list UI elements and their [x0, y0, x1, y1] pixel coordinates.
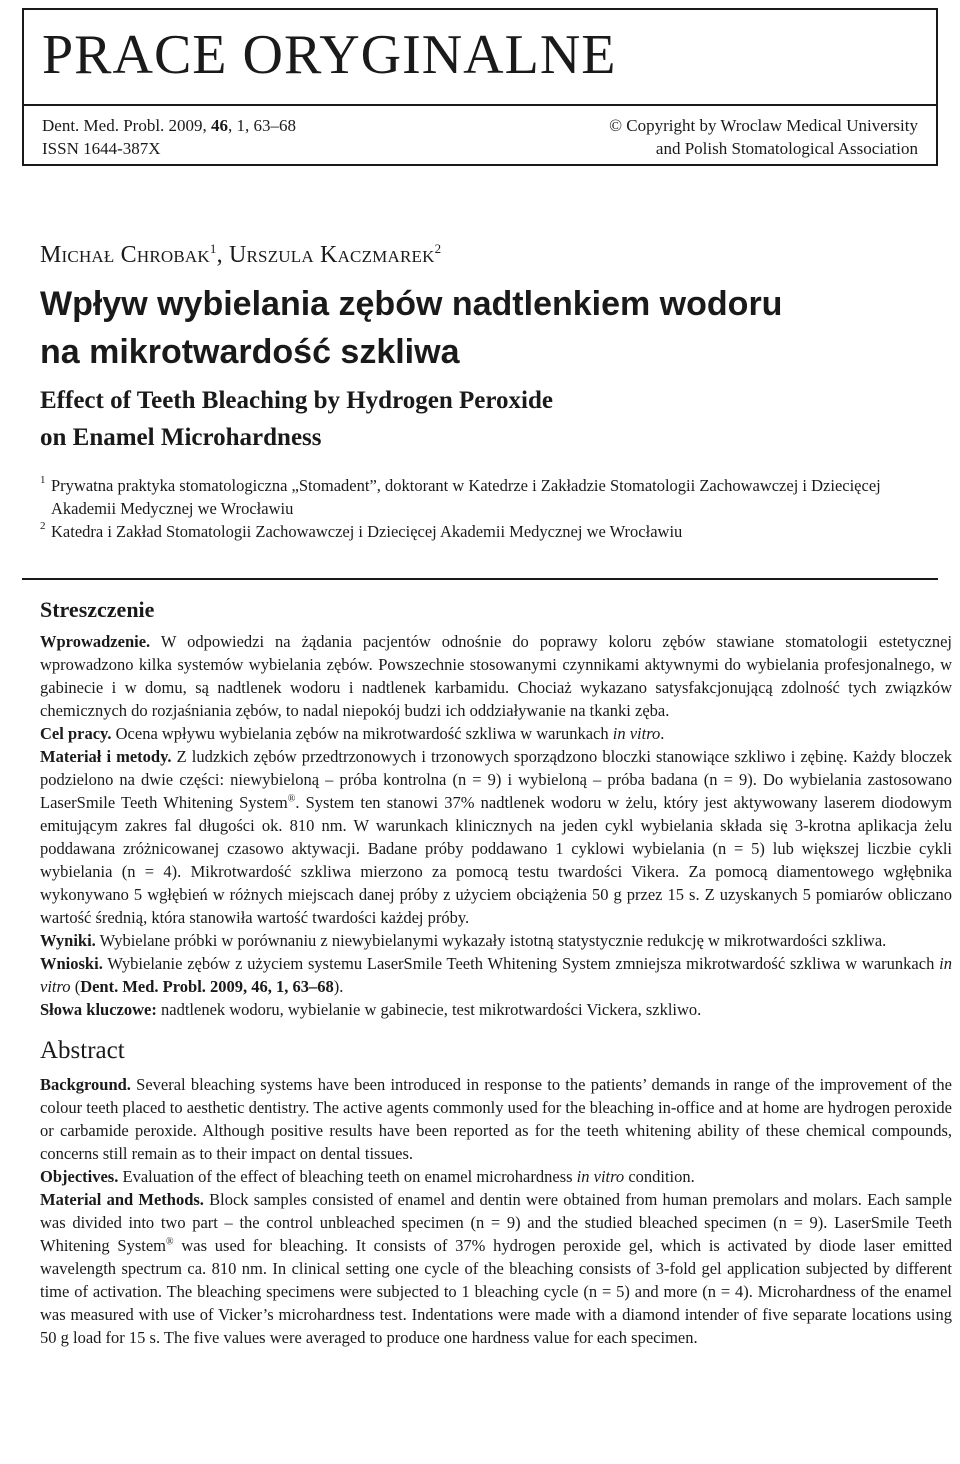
paragraph-material: [40, 745, 952, 929]
italic-term: in vitro: [576, 1167, 625, 1186]
affiliation-number: 2: [40, 520, 46, 532]
journal-citation: [42, 114, 296, 160]
paragraph-text: Wybielane próbki w porównaniu z niewybielanymi wykazały istotną statystycznie redukcję w mikrotwardości szkliwa.: [95, 931, 887, 950]
italic-term: in vitro: [612, 724, 661, 743]
journal-volume: 46: [211, 116, 229, 135]
title-polish-line: na mikrotwardość szkliwa: [40, 333, 460, 371]
italic-term: in vitro: [40, 954, 952, 996]
citation-line: [42, 114, 296, 137]
keywords-text: nadtlenek wodoru, wybielanie w gabinecie, test mikrotwardości Vickera, szkliwo.: [156, 1000, 702, 1019]
authors: [40, 234, 441, 270]
paragraph-wyniki: [40, 929, 952, 952]
paragraph-text-cont: . System ten stanowi 37% nadtlenek wodoru w żelu, który jest aktywowany laserem diodowym emitującym zakres fal długości ok. 810 nm. W warunkach klinicznych na jeden cykl wybielania składa się 3-krotna aplikacja żelu poddawana zróżnicowanej czasowo aktywacji. Badane próby poddawano 1 cyklowi wybielania (n = 5) lub większej liczbie cykli wybielania (n = 4). Mikrotwardość szkliwa mierzono za pomocą testu twardości Vikera. Za pomocą diamentowego wgłębnika wykonywano 5 wgłębień w różnych miejscach danej próby z użyciem obciążenia 50 g przez 15 s. Z uzyskanych 5 pomiarów obliczano wartość średnią, która stanowiła wartość twardości każdej próby.: [40, 793, 952, 927]
paragraph-label: Wprowadzenie.: [40, 632, 151, 651]
issn: ISSN 1644-387X: [42, 139, 161, 158]
paragraph-methods: [40, 1188, 952, 1349]
paragraph-objectives: [40, 1165, 952, 1188]
affiliation-text: Katedra i Zakład Stomatologii Zachowawczej i Dziecięcej Akademii Medycznej we Wrocławiu: [51, 522, 683, 541]
author-name: Michał Chrobak: [40, 242, 210, 268]
registered-mark: ®: [166, 1236, 174, 1248]
article-body: [40, 596, 952, 1349]
paragraph-text: Several bleaching systems have been introduced in response to the patients’ demands in range of the improvement of the colour teeth placed to aesthetic dentistry. The active agents commonly used for the bleaching in-office and at home are hydrogen peroxide or carbamide peroxide. Although positive results have been reported as for the teeth whitening ability of these chemical compounds, concerns still remain as to their impact on dental tissues.: [40, 1075, 952, 1163]
copyright-line-2: and Polish Stomatological Association: [655, 139, 918, 158]
affiliation-item: [40, 474, 940, 520]
paragraph-background: [40, 1073, 952, 1165]
keywords-label: Słowa kluczowe:: [40, 1000, 157, 1019]
author-name: Urszula Kaczmarek: [228, 242, 435, 268]
copyright-notice: [609, 114, 918, 160]
copyright-holder-1: Copyright by Wroclaw Medical University: [626, 116, 918, 135]
copyright-line-1: [609, 114, 918, 137]
streszczenie-heading: Streszczenie: [40, 597, 155, 622]
paragraph-text: Wybielanie zębów z użyciem systemu LaserSmile Teeth Whitening System zmniejsza mikrotwardość szkliwa w warunkach: [102, 954, 940, 973]
author-affiliation-mark: 1: [209, 241, 217, 256]
author-separator: ,: [216, 242, 229, 268]
paragraph-label: Material and Methods.: [40, 1190, 204, 1209]
paragraph-text-cont: was used for bleaching. It consists of 37% hydrogen peroxide gel, which is activated by diode laser emitted wavelength spectrum ca. 810 nm. In clinical setting one cycle of the bleaching consists of 3-fold gel application subjected by different time of activation. The bleaching specimens were subjected to 1 bleaching cycle (n = 5) and more (n = 4). Microhardness of the enamel was measured with use of Vicker’s microhardness test. Indentations were made with a diamond intender of five separate locations using 50 g load for 15 s. The five values were averaged to produce one hardness value for each specimen.: [40, 1236, 952, 1347]
paragraph-label: Background.: [40, 1075, 131, 1094]
affiliation-item: [40, 520, 940, 543]
paragraph-cel: [40, 722, 952, 745]
copyright-icon: ©: [609, 116, 623, 135]
journal-name: Dent. Med. Probl. 2009,: [42, 116, 212, 135]
section-category-title: PRACE ORYGINALNE: [42, 24, 617, 86]
journal-header: [22, 8, 938, 166]
registered-mark: ®: [287, 793, 296, 805]
title-english-line: on Enamel Microhardness: [40, 424, 322, 451]
paragraph-label: Materiał i metody.: [40, 747, 172, 766]
paragraph-wnioski: [40, 952, 952, 998]
abstract-heading: Abstract: [40, 1037, 125, 1064]
affiliations: [40, 474, 940, 543]
issue-pages: , 1, 63–68: [228, 116, 297, 135]
paragraph-text-cont: (: [70, 977, 81, 996]
paragraph-label: Wyniki.: [40, 931, 96, 950]
title-english: [40, 382, 940, 456]
paragraph-text-end: .: [660, 724, 665, 743]
section-divider: [22, 578, 938, 580]
author-affiliation-mark: 2: [434, 241, 442, 256]
paragraph-text: Evaluation of the effect of bleaching teeth on enamel microhardness: [118, 1167, 577, 1186]
paragraph-label: Objectives.: [40, 1167, 119, 1186]
affiliation-number: 1: [40, 474, 46, 486]
title-english-line: Effect of Teeth Bleaching by Hydrogen Peroxide: [40, 387, 553, 414]
paragraph-label: Wnioski.: [40, 954, 103, 973]
header-divider: [24, 104, 936, 106]
paragraph-label: Cel pracy.: [40, 724, 112, 743]
title-polish: [40, 280, 940, 376]
paragraph-text-end: ).: [333, 977, 344, 996]
affiliation-text: Prywatna praktyka stomatologiczna „Stomadent”, doktorant w Katedrze i Zakładzie Stomatologii Zachowawczej i Dziecięcej Akademii Medycznej we Wrocławiu: [51, 476, 881, 518]
paragraph-text: Ocena wpływu wybielania zębów na mikrotwardość szkliwa w warunkach: [111, 724, 613, 743]
keywords: [40, 998, 952, 1021]
paragraph-text: Block samples consisted of enamel and dentin were obtained from human premolars and molars. Each sample was divided into two part – the control unbleached specimen (n = 9) and the studied bleached specimen (n = 9). LaserSmile Teeth Whitening System: [40, 1190, 952, 1255]
paragraph-text: Z ludzkich zębów przedtrzonowych i trzonowych sporządzono bloczki stanowiące szkliwo i zębinę. Każdy bloczek podzielono na dwie części: niewybieloną – próba kontrolna (n = 9) i wybieloną – próba badana (n = 9). Do wybielania zastosowano LaserSmile Teeth Whitening System: [40, 747, 953, 812]
paragraph-wprowadzenie: [40, 630, 952, 722]
citation-bold: Dent. Med. Probl. 2009, 46, 1, 63–68: [80, 977, 334, 996]
title-polish-line: Wpływ wybielania zębów nadtlenkiem wodoru: [40, 285, 783, 323]
paragraph-text-end: condition.: [624, 1167, 695, 1186]
paragraph-text: W odpowiedzi na żądania pacjentów odnośnie do poprawy koloru zębów stawiane stomatologii estetycznej wprowadzono kilka systemów wybielania zębów. Powszechnie stosowanymi czynnikami aktywnymi do wybielania profesjonalnego, w gabinecie i w domu, są nadtlenek wodoru i nadtlenek karbamidu. Chociaż wykazano satysfakcjonującą zdolność tych związków chemicznych do rozjaśniania zębów, to nadal niepokój budzi ich oddziaływanie na tkanki zęba.: [40, 632, 952, 720]
